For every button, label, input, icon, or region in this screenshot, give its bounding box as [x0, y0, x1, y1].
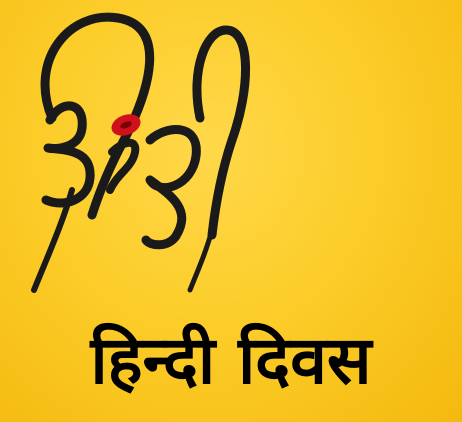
calligraphy-right-stem	[190, 230, 212, 290]
calligraphy-ha-stroke	[46, 106, 90, 203]
calligraphy-right-loop	[197, 30, 246, 235]
calligraphy-da-stroke	[146, 129, 196, 244]
hindi-diwas-title: हिन्दी दिवस	[90, 321, 372, 399]
